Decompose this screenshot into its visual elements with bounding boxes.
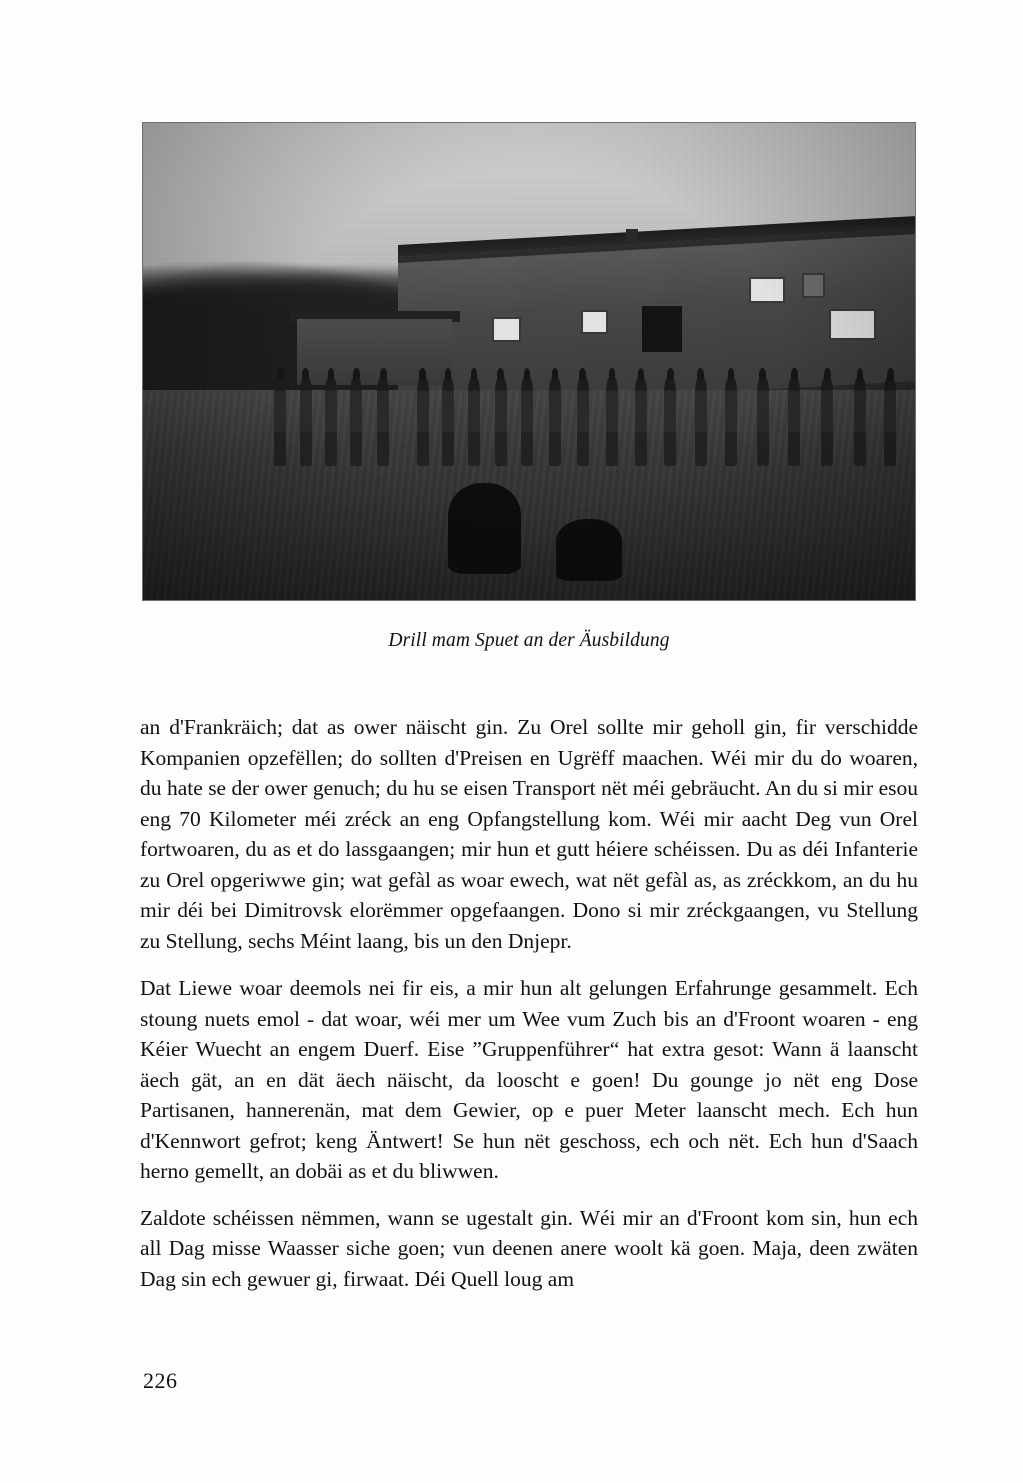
photo-soldier bbox=[549, 376, 561, 467]
photo-soldier bbox=[325, 376, 337, 467]
photo-soldier bbox=[695, 376, 707, 467]
photo-window bbox=[492, 317, 521, 343]
paragraph: an d'Frankräich; dat as ower näischt gin. Zu Orel sollte mir geholl gin, fir verschidde Kompanien opzefëllen; do sollten d'Preisen en Ugrëff maachen. Wéi mir du do woaren, du hate se der ower genuch; du hu se eisen Transport nët méi gebräucht. An du si mir esou eng 70 Kilometer méi zréck an eng Opfangstellung kom. Wéi mir aacht Deg vun Orel fortwoaren, du as et do lassgaangen; mir hun et gutt héiere schéissen. Du as déi Infanterie zu Orel opgeriwwe gin; wat gefàl as woar ewech, wat nët gefàl as, as zréckkom, an du hu mir déi bei Dimitrovsk elorëmmer opgefaangen. Dono si mir zréckgaangen, vu Stellung zu Stellung, sechs Méint laang, bis un den Dnjepr. bbox=[140, 715, 918, 953]
photo-seated-figure bbox=[448, 483, 521, 574]
body-text bbox=[140, 712, 918, 1311]
photo-soldier-row bbox=[274, 376, 907, 467]
photo-soldier bbox=[854, 376, 866, 467]
photo-soldier bbox=[606, 376, 618, 467]
page-number: 226 bbox=[143, 1368, 178, 1393]
photo-window bbox=[749, 277, 785, 304]
photo-soldier bbox=[350, 376, 362, 467]
paragraph: Dat Liewe woar deemols nei fir eis, a mir hun alt gelungen Erfahrunge gesammelt. Ech stoung nuets emol - dat woar, wéi mer um Wee vum Zuch bis an d'Froont woaren - eng Kéier Wuecht an engem Duerf. Eise ”Gruppenführer“ hat extra gesot: Wann ä laanscht äech gät, an en dät äech näischt, da looscht e goen! Du gounge jo nët eng Dose Partisanen, hannerenän, mat dem Gewier, op e puer Meter laanscht mech. Ech hun d'Kennwort gefrot; keng Äntwert! Se hun nët geschoss, ech och nët. Ech hun d'Saach herno gemellt, an dobäi as et du bliwwen. bbox=[140, 976, 918, 1183]
photo-soldier bbox=[725, 376, 737, 467]
photo-doorway bbox=[642, 306, 682, 352]
photo-soldier bbox=[757, 376, 769, 467]
photo-soldier bbox=[468, 376, 480, 467]
photo-window bbox=[802, 273, 825, 298]
photo-soldier bbox=[821, 376, 833, 467]
figure-caption: Drill mam Spuet an der Äusbildung bbox=[388, 630, 670, 651]
photo-soldier bbox=[884, 376, 896, 467]
paragraph: Zaldote schéissen nëmmen, wann se ugestalt gin. Wéi mir an d'Froont kom sin, hun ech all Dag misse Waasser siche goen; vun deenen anere woolt kä goen. Maja, deen zwäten Dag sin ech gewuer gi, firwaat. Déi Quell loug am bbox=[140, 1205, 918, 1291]
photo-soldiers-in-front-of-barracks bbox=[143, 123, 915, 600]
photo-soldier bbox=[417, 376, 429, 467]
photo-soldier bbox=[788, 376, 800, 467]
photo-soldier bbox=[664, 376, 676, 467]
photo-soldier bbox=[300, 376, 312, 467]
photo-window bbox=[581, 310, 607, 334]
photo-window bbox=[829, 309, 877, 340]
photo-soldier bbox=[274, 376, 286, 467]
photo-soldier bbox=[442, 376, 454, 467]
photo-soldier bbox=[521, 376, 533, 467]
photo-soldier bbox=[495, 376, 507, 467]
photo-soldier bbox=[577, 376, 589, 467]
photo-soldier bbox=[377, 376, 389, 467]
photo-soldier bbox=[635, 376, 647, 467]
photo-seated-figure bbox=[556, 519, 622, 581]
figure-photograph bbox=[143, 123, 915, 600]
